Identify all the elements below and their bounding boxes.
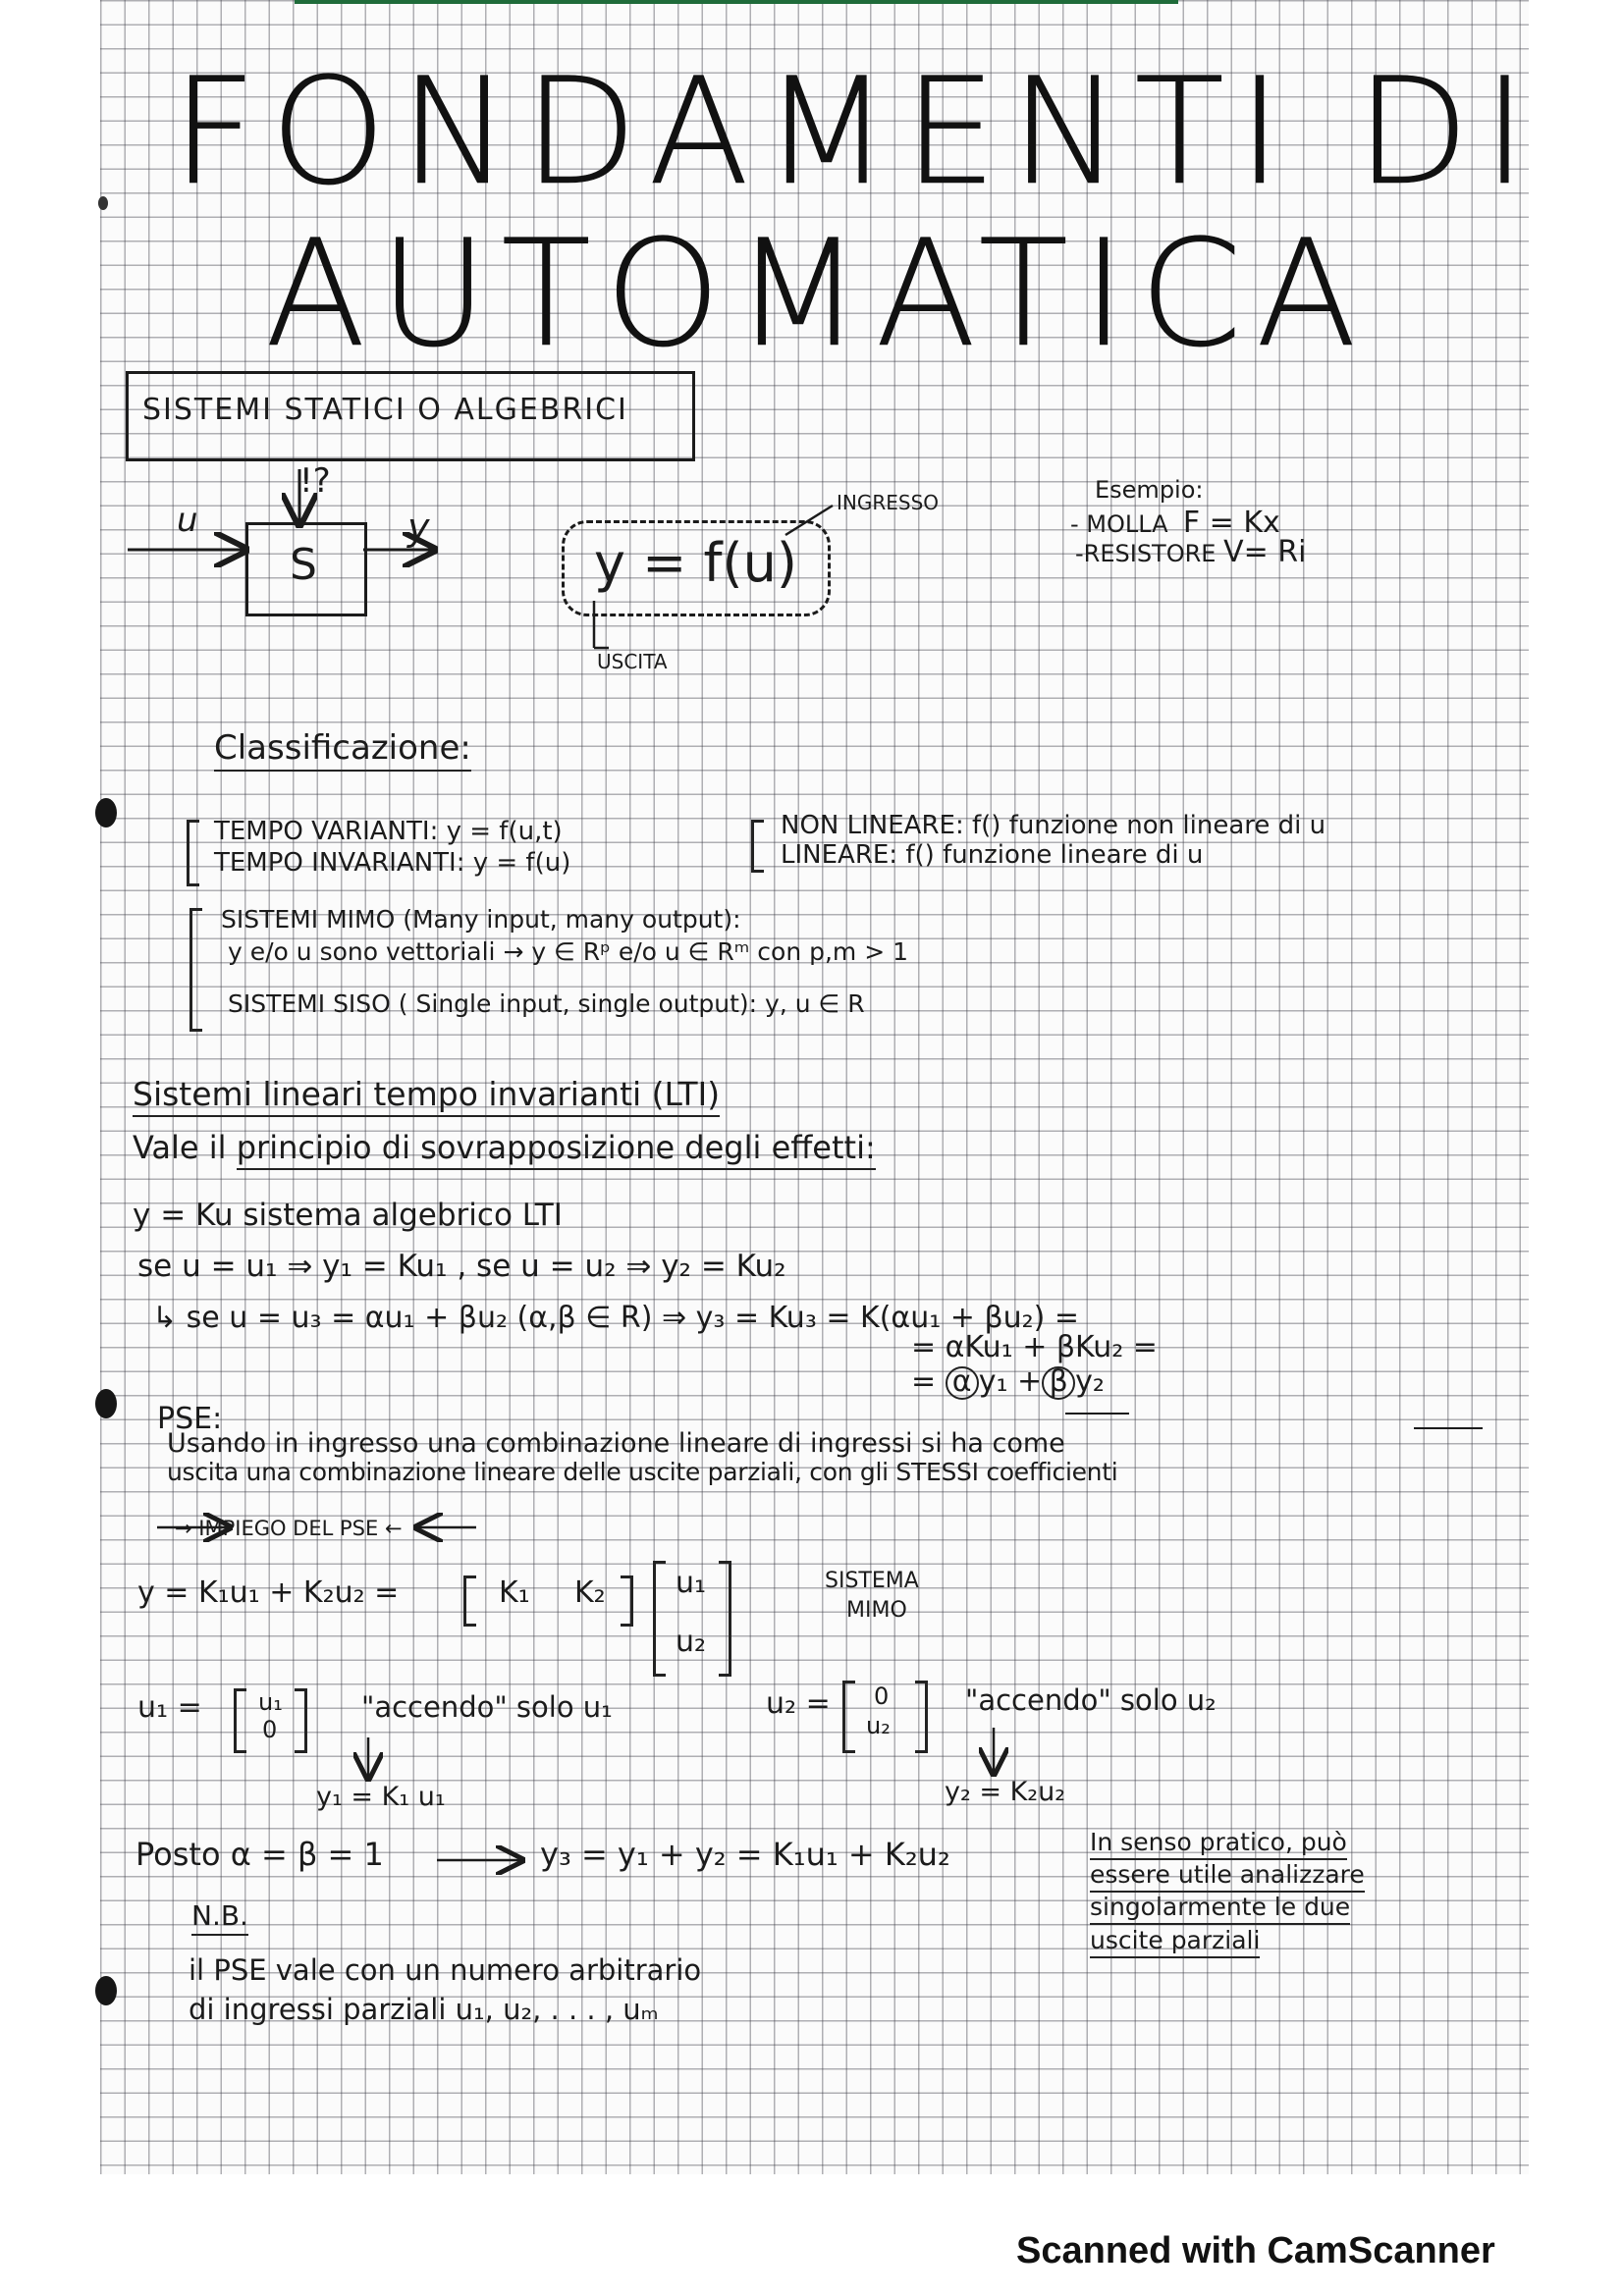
- scanner-watermark: Scanned with CamScanner: [1016, 2230, 1495, 2271]
- nb-title: N.B.: [191, 1899, 248, 1936]
- vector-u2: u₂: [676, 1625, 707, 1659]
- mimo-label-1: SISTEMA: [825, 1569, 919, 1593]
- mimo-def: SISTEMI MIMO (Many input, many output):: [221, 905, 741, 934]
- posto-condition: Posto α = β = 1: [135, 1836, 384, 1873]
- lti-principle: Vale il principio di sovrapposizione degli effetti:: [133, 1129, 876, 1166]
- lti-line3: ↳ se u = u₃ = αu₁ + βu₂ (α,β ∈ R) ⇒ y₃ = Ku₃ = K(αu₁ + βu₂) =: [152, 1301, 1080, 1335]
- time-varying: TEMPO VARIANTI: y = f(u,t): [214, 817, 563, 846]
- matrix-bracket: [295, 1688, 307, 1753]
- impiego-heading: → IMPIEGO DEL PSE ←: [175, 1517, 403, 1540]
- example-item2: -RESISTORE V= Ri: [1075, 535, 1307, 569]
- matrix-bracket: [463, 1575, 476, 1627]
- pse-line2: uscita una combinazione lineare delle uscite parziali, con gli STESSI coefficienti: [167, 1458, 1118, 1486]
- gain-k2: K₂: [574, 1575, 606, 1610]
- disturbance-label: !?: [299, 461, 331, 501]
- pse-title: PSE:: [157, 1402, 223, 1436]
- side-note-1: In senso pratico, può: [1090, 1828, 1347, 1860]
- side-note-2: essere utile analizzare: [1090, 1860, 1365, 1893]
- nonlinear-def: NON LINEARE: f() funzione non lineare di u: [781, 811, 1326, 840]
- matrix-bracket: [842, 1681, 855, 1753]
- ingresso-label: INGRESSO: [837, 491, 940, 514]
- matrix-bracket: [621, 1575, 633, 1627]
- u1-vector-top: u₁: [258, 1688, 283, 1716]
- matrix-bracket: [234, 1688, 246, 1753]
- lti-line1: y = Ku sistema algebrico LTI: [133, 1198, 563, 1233]
- output-label: y: [407, 506, 430, 549]
- bracket: [187, 820, 199, 886]
- impiego-equation: y = K₁u₁ + K₂u₂ =: [137, 1575, 400, 1610]
- bracket: [751, 820, 764, 873]
- u2-vector-top: 0: [874, 1682, 890, 1710]
- u2-definition: u₂ =: [766, 1686, 831, 1721]
- siso-def: SISTEMI SISO ( Single input, single output): y, u ∈ R: [228, 989, 865, 1018]
- bracket: [189, 908, 202, 1032]
- u2-note: "accendo" solo u₂: [965, 1683, 1217, 1717]
- uscita-label: USCITA: [597, 650, 668, 673]
- example-item1: - MOLLA F = Kx: [1070, 506, 1280, 540]
- mimo-label-2: MIMO: [846, 1598, 907, 1623]
- matrix-bracket: [915, 1681, 928, 1753]
- lti-heading: Sistemi lineari tempo invarianti (LTI): [133, 1075, 720, 1117]
- gain-k1: K₁: [499, 1575, 530, 1610]
- side-note-4: uscite parziali: [1090, 1926, 1260, 1958]
- side-note-3: singolarmente le due: [1090, 1893, 1350, 1925]
- u2-vector-bottom: u₂: [866, 1712, 891, 1739]
- lti-line5: = α y₁ + β y₂: [911, 1364, 1105, 1399]
- u2-result: y₂ = K₂u₂: [945, 1777, 1066, 1807]
- classification-heading: Classificazione:: [214, 728, 471, 772]
- static-equation: y = f(u): [594, 532, 797, 594]
- mimo-detail: y e/o u sono vettoriali → y ∈ Rᵖ e/o u ∈ Rᵐ con p,m > 1: [228, 937, 909, 966]
- vector-u1: u₁: [676, 1566, 707, 1600]
- section-heading: SISTEMI STATICI O ALGEBRICI: [142, 393, 628, 427]
- system-block-label: S: [290, 540, 317, 590]
- time-invariant: TEMPO INVARIANTI: y = f(u): [214, 848, 571, 878]
- posto-result: y₃ = y₁ + y₂ = K₁u₁ + K₂u₂: [540, 1836, 950, 1873]
- example-title: Esempio:: [1095, 476, 1204, 504]
- lti-line2: se u = u₁ ⇒ y₁ = Ku₁ , se u = u₂ ⇒ y₂ = Ku₂: [137, 1249, 786, 1284]
- matrix-bracket: [719, 1561, 731, 1677]
- page-title-line2: AUTOMATICA: [265, 209, 1371, 380]
- pse-line1: Usando in ingresso una combinazione lineare di ingressi si ha come: [167, 1428, 1065, 1459]
- page-title-line1: FONDAMENTI DI: [172, 47, 1541, 218]
- matrix-bracket: [653, 1561, 666, 1677]
- u1-note: "accendo" solo u₁: [361, 1690, 613, 1724]
- input-label: u: [177, 501, 198, 540]
- nb-line2: di ingressi parziali u₁, u₂, . . . , uₘ: [189, 1993, 659, 2026]
- u1-definition: u₁ =: [137, 1690, 202, 1725]
- u1-vector-bottom: 0: [262, 1716, 278, 1743]
- linear-def: LINEARE: f() funzione lineare di u: [781, 840, 1204, 870]
- nb-line1: il PSE vale con un numero arbitrario: [189, 1953, 702, 1987]
- lti-line4: = αKu₁ + βKu₂ =: [911, 1330, 1158, 1364]
- u1-result: y₁ = K₁ u₁: [316, 1782, 446, 1812]
